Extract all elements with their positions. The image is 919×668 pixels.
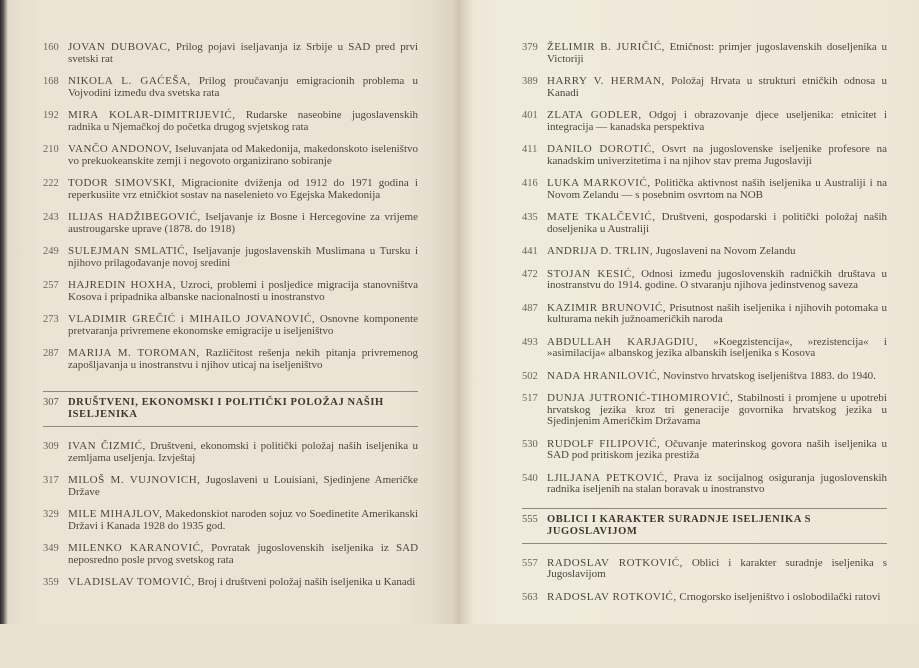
entry-page-number: 493 xyxy=(522,336,538,348)
entry-page-number: 287 xyxy=(43,348,59,359)
entry-author: ANDRIJA D. TRLIN, xyxy=(547,245,654,257)
entry-page-number: 273 xyxy=(43,314,59,325)
entry-title: Jugoslaveni na Novom Zelandu xyxy=(655,245,796,257)
entry-page-number: 487 xyxy=(522,302,538,314)
entry-title: Etničnost: primjer jugoslavenskih doseljenika u Victoriji xyxy=(547,41,887,65)
toc-entry xyxy=(43,577,418,589)
entry-page-number: 359 xyxy=(43,577,59,588)
right-entries-before xyxy=(522,42,887,496)
entry-author: SULEJMAN SMLATIĆ, xyxy=(68,245,189,257)
entry-title: Rudarske naseobine jugoslavenskih radnika u Njemačkoj do početka drugog svjetskog rata xyxy=(68,109,419,133)
toc-entry xyxy=(43,314,418,337)
entry-title: »Koegzistencija«, »rezistencija« i »asimilacija« albanskog jezika albanskih iseljenika s Kosova xyxy=(547,335,887,359)
entry-title: Položaj Hrvata u strukturi etničkih odnosa u Kanadi xyxy=(547,75,887,99)
entry-author: VLADISLAV TOMOVIĆ, xyxy=(68,576,195,588)
entry-title: Jugoslaveni u Louisiani, Sjedinjene Američke Države xyxy=(68,474,418,498)
toc-entry xyxy=(522,393,887,428)
entry-author: MILE MIHAJLOV, xyxy=(68,508,163,520)
entry-author: VLADIMIR GREČIĆ i MIHAILO JOVANOVIĆ, xyxy=(68,313,316,325)
entry-page-number: 435 xyxy=(522,212,538,223)
toc-entry xyxy=(522,178,887,201)
toc-entry xyxy=(43,110,418,133)
entry-text xyxy=(68,475,418,498)
toc-entry xyxy=(522,110,887,133)
section-heading xyxy=(522,508,887,544)
entry-title: Oblici i karakter suradnje iseljenika s Jugoslavijom xyxy=(547,556,888,580)
entry-title: Novinstvo hrvatskog iseljeništva 1883. do 1940. xyxy=(662,369,876,382)
entry-text xyxy=(68,110,418,133)
entry-title: Društveni, ekonomski i politički položaj naših iseljenika u zemljama useljenja. Izvještaj xyxy=(68,440,419,464)
entry-page-number: 472 xyxy=(522,268,538,280)
entry-text xyxy=(68,144,418,167)
entry-author: HAJREDIN HOXHA, xyxy=(68,279,176,291)
toc-entry xyxy=(522,337,887,360)
entry-page-number: 517 xyxy=(522,393,538,404)
entry-text xyxy=(547,473,887,496)
toc-entry xyxy=(522,144,887,167)
entry-author: MATE TKALČEVIĆ, xyxy=(547,211,656,223)
entry-page-number: 441 xyxy=(522,246,538,257)
entry-author: ILIJAS HADŽIBEGOVIĆ, xyxy=(68,211,201,223)
entry-title: Uzroci, problemi i posljedice migracija stanovništva Kosova i pripadnika albanske nacionalnosti u inostranstvo xyxy=(68,279,419,303)
section-page-number: 555 xyxy=(522,513,538,525)
entry-author: KAZIMIR BRUNOVIĆ, xyxy=(547,301,667,314)
toc-entry xyxy=(522,303,887,326)
left-entries-after xyxy=(43,441,418,589)
entry-text xyxy=(68,280,418,303)
toc-entry xyxy=(43,475,418,498)
toc-entry xyxy=(522,246,887,258)
section-heading xyxy=(43,391,418,427)
entry-page-number: 557 xyxy=(522,557,538,569)
entry-text xyxy=(547,144,887,167)
toc-entry xyxy=(43,212,418,235)
entry-author: TODOR SIMOVSKI, xyxy=(68,177,176,189)
entry-title: Prilog pojavi iseljavanja iz Srbije u SAD pred prvi svetski rat xyxy=(68,41,419,65)
entry-page-number: 502 xyxy=(522,370,538,382)
entry-text xyxy=(68,178,418,201)
right-entries-after xyxy=(522,558,887,604)
entry-author: NADA HRANILOVIĆ, xyxy=(547,369,661,382)
toc-entry xyxy=(43,543,418,566)
entry-author: ZLATA GODLER, xyxy=(547,109,642,121)
entry-text xyxy=(68,76,418,99)
entry-text xyxy=(547,592,887,604)
entry-title: Prilog proučavanju emigracionih problema u Vojvodini između dva svetska rata xyxy=(68,75,418,99)
entry-author: ABDULLAH KARJAGDIU, xyxy=(547,335,698,348)
toc-entry xyxy=(522,212,887,235)
entry-page-number: 563 xyxy=(522,591,538,603)
section-page-number: 307 xyxy=(43,397,59,408)
toc-entry xyxy=(43,509,418,532)
entry-title: Crnogorsko iseljeništvo i oslobodilački ratovi xyxy=(679,590,881,603)
entry-title: Različitost rešenja nekih pitanja privremenog zapošljavanja u inostranstvu i njihov uticaj na iseljeništvo xyxy=(68,347,419,371)
entry-author: VANČO ANDONOV, xyxy=(68,143,173,155)
entry-text xyxy=(547,42,887,65)
entry-page-number: 317 xyxy=(43,475,59,486)
entry-page-number: 210 xyxy=(43,144,59,155)
entry-author: MILOŠ M. VUJNOVICH, xyxy=(68,474,201,486)
entry-author: RADOSLAV ROTKOVIĆ, xyxy=(547,556,683,569)
entry-text xyxy=(547,246,887,258)
entry-author: MARIJA M. TOROMAN, xyxy=(68,347,200,359)
entry-page-number: 160 xyxy=(43,42,59,53)
toc-entry xyxy=(43,76,418,99)
entry-text xyxy=(547,178,887,201)
entry-author: DANILO DOROTIĆ, xyxy=(547,143,655,155)
entry-text xyxy=(68,246,418,269)
left-page xyxy=(0,0,460,624)
entry-text xyxy=(68,509,418,532)
entry-title: Odnosi između jugoslovenskih radničkih društava u inostranstvu do 1914. godine. O stvaranju njihova jedinstvenog saveza xyxy=(547,267,888,291)
toc-entry xyxy=(43,178,418,201)
entry-text xyxy=(68,543,418,566)
section-title: OBLICI I KARAKTER SURADNJE ISELJENIKA S JUGOSLAVIJOM xyxy=(547,513,812,537)
entry-page-number: 416 xyxy=(522,178,538,189)
entry-page-number: 192 xyxy=(43,110,59,121)
entry-text xyxy=(547,393,887,428)
entry-title: Osvrt na jugoslovenske iseljenike profesore na kanadskim univerzitetima i na njihov stav prema Jugoslaviji xyxy=(547,143,888,167)
entry-page-number: 379 xyxy=(522,42,538,53)
entry-page-number: 329 xyxy=(43,509,59,520)
entry-author: LUKA MARKOVIĆ, xyxy=(547,177,651,189)
toc-entry xyxy=(522,76,887,99)
toc-entry xyxy=(43,348,418,371)
toc-entry xyxy=(43,42,418,65)
entry-title: Stabilnosti i promjene u upotrebi hrvatskog jezika kroz tri generacije govornika hrvatskog jezika u Sjedinjenim Američkim Državama xyxy=(547,392,887,427)
entry-author: DUNJA JUTRONIĆ-TIHOMIROVIĆ, xyxy=(547,392,734,404)
entry-author: LJILJANA PETKOVIĆ, xyxy=(547,471,668,484)
entry-page-number: 401 xyxy=(522,110,538,121)
entry-author: ŽELIMIR B. JURIČIĆ, xyxy=(547,41,665,53)
toc-entry xyxy=(522,558,887,581)
entry-title: Iseljavanje iz Bosne i Hercegovine za vrijeme austrougarske uprave (1878. do 1918) xyxy=(68,211,418,235)
entry-title: Migracionite dviženja od 1912 do 1971 godina i reperkusiite vrz etničkiot sostav na naselenieto vo Egejska Makedonija xyxy=(68,177,418,201)
toc-entry xyxy=(43,144,418,167)
entry-title: Očuvanje materinskog govora naših iseljenika u SAD pod pritiskom jezika prestiža xyxy=(547,437,887,461)
entry-text xyxy=(547,76,887,99)
entry-page-number: 168 xyxy=(43,76,59,87)
entry-title: Osnovne komponente pretvaranja privremene ekonomske emigracije u iseljeništvo xyxy=(68,313,419,337)
toc-entry xyxy=(522,371,887,383)
entry-page-number: 389 xyxy=(522,76,538,87)
entry-title: Politička aktivnost naših iseljenika u Australiji i na Novom Zelandu — s posebnim osvrtom na NOB xyxy=(547,177,887,201)
entry-author: IVAN ČIZMIĆ, xyxy=(68,440,146,452)
entry-page-number: 411 xyxy=(522,144,538,155)
entry-title: Broj i društveni položaj naših iseljenika u Kanadi xyxy=(197,576,416,588)
toc-entry xyxy=(522,473,887,496)
entry-page-number: 530 xyxy=(522,438,538,450)
toc-entry xyxy=(522,592,887,604)
entry-text xyxy=(547,371,887,383)
entry-text xyxy=(68,42,418,65)
entry-text xyxy=(547,269,887,292)
left-entries-before xyxy=(43,42,418,371)
entry-author: STOJAN KESIĆ, xyxy=(547,267,635,280)
toc-entry xyxy=(522,439,887,462)
entry-title: Iseluvanjata od Makedonija, makedonskoto iseleništvo vo prekuokeanskite zemji i negovoto organizirano sobiranje xyxy=(68,143,419,167)
entry-page-number: 540 xyxy=(522,472,538,484)
entry-page-number: 222 xyxy=(43,178,59,189)
entry-author: RUDOLF FILIPOVIĆ, xyxy=(547,437,661,450)
toc-entry xyxy=(522,269,887,292)
entry-title: Društveni, gospodarski i politički položaj naših doseljenika u Australiji xyxy=(547,211,887,235)
entry-page-number: 249 xyxy=(43,246,59,257)
toc-entry xyxy=(522,42,887,65)
entry-text xyxy=(68,441,418,464)
entry-author: JOVAN DUBOVAC, xyxy=(68,41,171,53)
entry-text xyxy=(68,314,418,337)
entry-text xyxy=(68,348,418,371)
entry-text xyxy=(547,337,887,360)
entry-text xyxy=(68,212,418,235)
entry-text xyxy=(547,212,887,235)
entry-author: MIRA KOLAR-DIMITRIJEVIĆ, xyxy=(68,109,236,121)
entry-text xyxy=(547,439,887,462)
entry-title: Iseljavanje jugoslavenskih Muslimana u Tursku i njihovo prilagođavanje novoj sredini xyxy=(68,245,419,269)
entry-text xyxy=(68,577,418,589)
entry-page-number: 309 xyxy=(43,441,59,452)
entry-text xyxy=(547,558,887,581)
entry-text xyxy=(547,303,887,326)
entry-author: RADOSLAV ROTKOVIĆ, xyxy=(547,590,677,603)
toc-entry xyxy=(43,280,418,303)
entry-title: Povratak jugoslovenskih iseljenika iz SAD neposredno posle prvog svetskog rata xyxy=(68,542,419,566)
toc-entry xyxy=(43,246,418,269)
entry-author: NIKOLA L. GAĆEŠA, xyxy=(68,75,191,87)
entry-title: Odgoj i obrazovanje djece useljenika: etnicitet i integracija — kanadska perspektiva xyxy=(547,109,887,133)
entry-author: HARRY V. HERMAN, xyxy=(547,75,665,87)
entry-title: Prisutnost naših iseljenika i njihovih potomaka u kulturama nekih južnoameričkih naroda xyxy=(547,301,888,325)
entry-title: Makedonskiot naroden sojuz vo Soedinetite Amerikanski Državi i Kanada 1928 do 1935 god. xyxy=(68,508,419,532)
toc-entry xyxy=(43,441,418,464)
entry-author: MILENKO KARANOVIĆ, xyxy=(68,542,204,554)
entry-page-number: 349 xyxy=(43,543,59,554)
entry-title: Prava iz socijalnog osiguranja jugoslovenskih radnika iseljenih na stalan boravak u inostranstvo xyxy=(547,471,888,495)
entry-text xyxy=(547,110,887,133)
entry-page-number: 257 xyxy=(43,280,59,291)
section-title: DRUŠTVENI, EKONOMSKI I POLITIČKI POLOŽAJ NAŠIH ISELJENIKA xyxy=(68,397,384,420)
entry-page-number: 243 xyxy=(43,212,59,223)
right-page xyxy=(460,0,919,624)
